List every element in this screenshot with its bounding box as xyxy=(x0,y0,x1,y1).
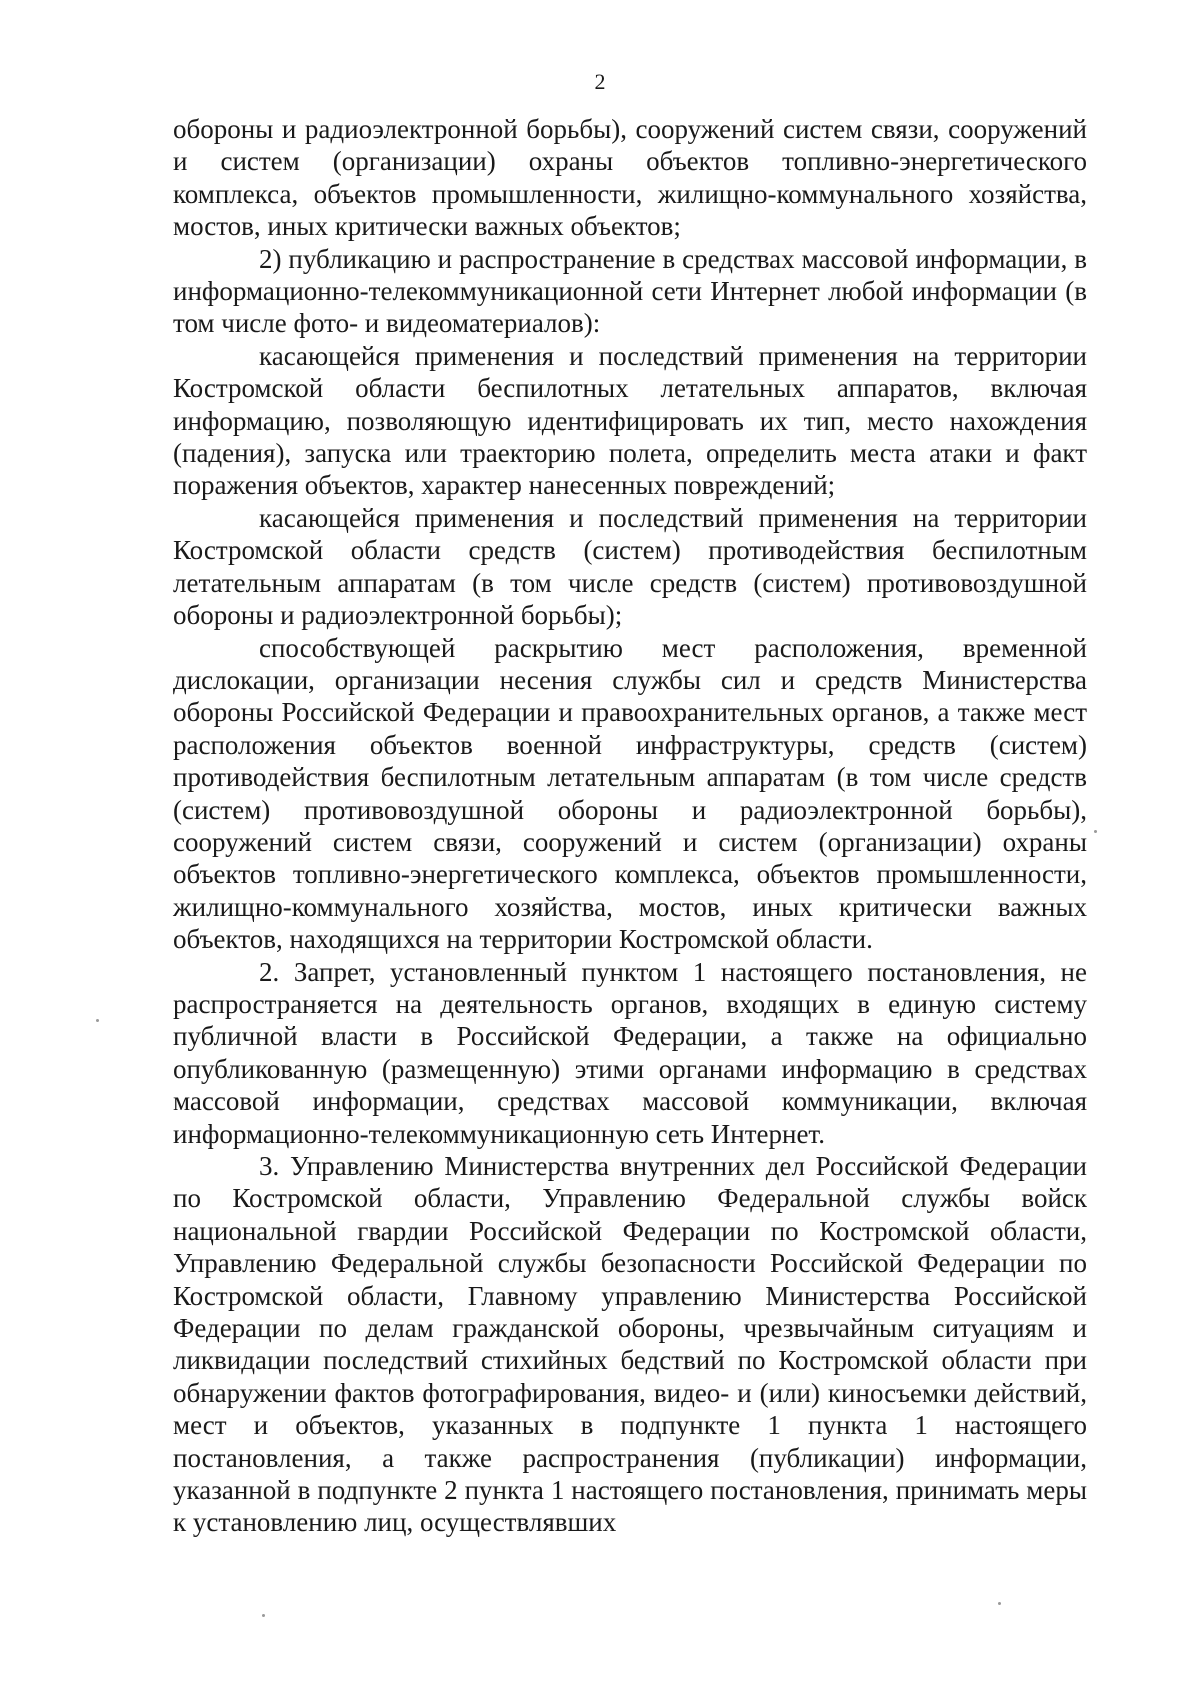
paragraph-subitem-2: 2) публикацию и распространение в средствах массовой информации, в информационно-телекоммуникационной сети Интернет любой информации (в том числе фото- и видеоматериалов): xyxy=(173,243,1087,339)
paragraph-1-continuation: обороны и радиоэлектронной борьбы), сооружений систем связи, сооружений и систем (организации) охраны объектов топливно-энергетического комплекса, объектов промышленности, жилищно-коммунального хозяйства, мостов, иных критически важных объектов; xyxy=(173,114,1087,242)
scan-speck xyxy=(1094,830,1097,833)
paragraph-item-3: 3. Управлению Министерства внутренних дел Российской Федерации по Костромской области, Управлению Федеральной службы войск национальной гвардии Российской Федерации по Костромской области, Управлению Федеральной службы безопасности Российской Федерации по Костромской области, Главному управлению Министерства Российской Федерации по делам гражданской обороны, чрезвычайным ситуациям и ликвидации последствий стихийных бедствий по Костромской области при обнаружении фактов фотографирования, видео- и (или) киносъемки действий, мест и объектов, указанных в подпункте 1 пункта 1 настоящего постановления, а также распространения (публикации) информации, указанной в подпункте 2 пункта 1 настоящего постановления, принимать меры к установлению лиц, осуществлявших xyxy=(173,1151,1087,1538)
scan-speck xyxy=(96,1019,99,1022)
scan-speck xyxy=(262,1614,265,1617)
paragraph-disclosure-locations: способствующей раскрытию мест расположения, временной дислокации, организации несения службы сил и средств Министерства обороны Российской Федерации и правоохранительных органов, а также мест расположения объектов военной инфраструктуры, средств (систем) противодействия беспилотным летательным аппаратам (в том числе средств (систем) противовоздушной обороны и радиоэлектронной борьбы), сооружений систем связи, сооружений и систем (организации) охраны объектов топливно-энергетического комплекса, объектов промышленности, жилищно-коммунального хозяйства, мостов, иных критически важных объектов, находящихся на территории Костромской области. xyxy=(173,632,1087,955)
paragraph-item-2: 2. Запрет, установленный пунктом 1 настоящего постановления, не распространяется на деятельность органов, входящих в единую систему публичной власти в Российской Федерации, а также на официально опубликованную (размещенную) этими органами информацию в средствах массовой информации, средствах массовой коммуникации, включая информационно-телекоммуникационную сеть Интернет. xyxy=(173,956,1087,1149)
page-number: 2 xyxy=(594,69,606,94)
paragraph-uav-application: касающейся применения и последствий применения на территории Костромской области беспилотных летательных аппаратов, включая информацию, позволяющую идентифицировать их тип, место нахождения (падения), запуска или траекторию полета, определить места атаки и факт поражения объектов, характер нанесенных повреждений; xyxy=(173,340,1087,501)
paragraph-counter-uav: касающейся применения и последствий применения на территории Костромской области средств (систем) противодействия беспилотным летательным аппаратам (в том числе средств (систем) противовоздушной обороны и радиоэлектронной борьбы); xyxy=(173,502,1087,631)
scan-speck xyxy=(998,1602,1001,1605)
document-body xyxy=(173,113,1087,1539)
